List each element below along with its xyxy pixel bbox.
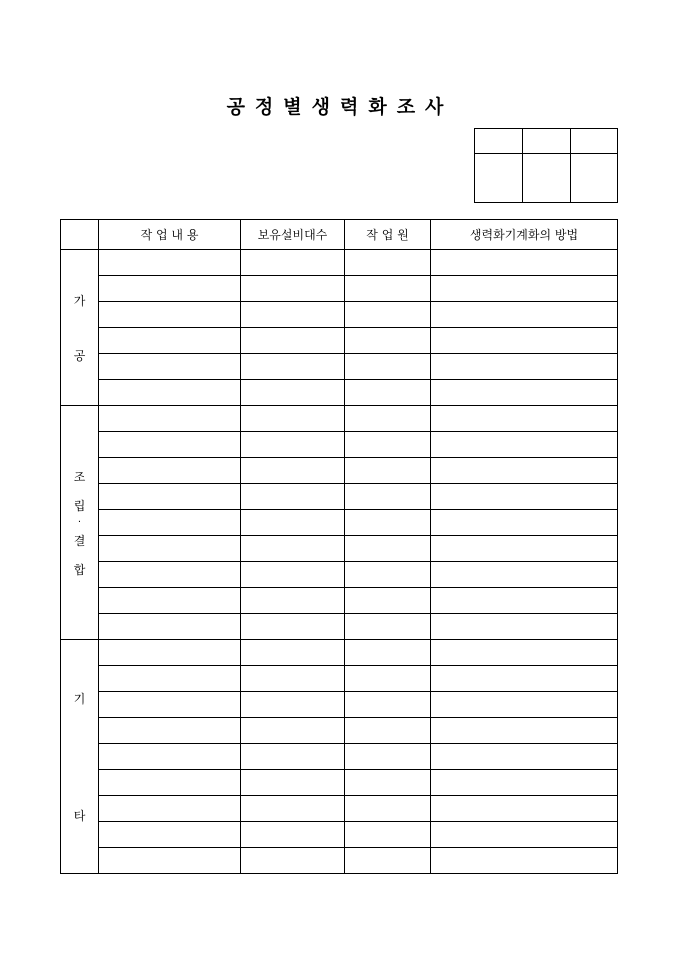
cell-work-content[interactable] xyxy=(99,276,241,302)
cell-equipment-count[interactable] xyxy=(241,692,345,718)
cell-equipment-count[interactable] xyxy=(241,484,345,510)
cell-work-content[interactable] xyxy=(99,328,241,354)
cell-method[interactable] xyxy=(431,432,618,458)
cell-equipment-count[interactable] xyxy=(241,588,345,614)
category-char: 합 xyxy=(73,562,86,577)
cell-work-content[interactable] xyxy=(99,484,241,510)
cell-workers[interactable] xyxy=(345,562,431,588)
cell-method[interactable] xyxy=(431,692,618,718)
cell-work-content[interactable] xyxy=(99,770,241,796)
cell-workers[interactable] xyxy=(345,614,431,640)
cell-equipment-count[interactable] xyxy=(241,328,345,354)
approval-sign-cell[interactable] xyxy=(475,154,523,203)
cell-method[interactable] xyxy=(431,562,618,588)
cell-method[interactable] xyxy=(431,718,618,744)
approval-header-cell[interactable] xyxy=(571,129,618,154)
cell-method[interactable] xyxy=(431,458,618,484)
table-row xyxy=(61,744,618,770)
table-row xyxy=(61,562,618,588)
cell-equipment-count[interactable] xyxy=(241,380,345,406)
cell-equipment-count[interactable] xyxy=(241,432,345,458)
cell-method[interactable] xyxy=(431,484,618,510)
cell-work-content[interactable] xyxy=(99,796,241,822)
cell-method[interactable] xyxy=(431,770,618,796)
table-row xyxy=(61,666,618,692)
cell-equipment-count[interactable] xyxy=(241,718,345,744)
cell-method[interactable] xyxy=(431,588,618,614)
cell-workers[interactable] xyxy=(345,328,431,354)
table-row xyxy=(61,380,618,406)
cell-workers[interactable] xyxy=(345,406,431,432)
cell-method[interactable] xyxy=(431,640,618,666)
table-row xyxy=(61,276,618,302)
category-char: 기 xyxy=(73,691,86,706)
cell-method[interactable] xyxy=(431,250,618,276)
cell-method[interactable] xyxy=(431,276,618,302)
cell-work-content[interactable] xyxy=(99,744,241,770)
category-other xyxy=(61,640,99,874)
cell-workers[interactable] xyxy=(345,666,431,692)
header-blank xyxy=(61,220,99,250)
table-row xyxy=(61,718,618,744)
header-workers: 작 업 원 xyxy=(345,220,431,250)
cell-workers[interactable] xyxy=(345,458,431,484)
cell-workers[interactable] xyxy=(345,744,431,770)
cell-workers[interactable] xyxy=(345,588,431,614)
cell-workers[interactable] xyxy=(345,718,431,744)
table-row xyxy=(61,432,618,458)
table-row xyxy=(61,406,618,432)
table-row xyxy=(61,848,618,874)
cell-method[interactable] xyxy=(431,406,618,432)
cell-method[interactable] xyxy=(431,822,618,848)
category-assembly xyxy=(61,406,99,640)
table-row xyxy=(61,458,618,484)
category-processing xyxy=(61,250,99,406)
approval-sign-cell[interactable] xyxy=(523,154,571,203)
cell-work-content[interactable] xyxy=(99,848,241,874)
table-row xyxy=(61,328,618,354)
table-row xyxy=(61,692,618,718)
cell-equipment-count[interactable] xyxy=(241,822,345,848)
category-char: 공 xyxy=(73,348,86,363)
cell-work-content[interactable] xyxy=(99,380,241,406)
cell-work-content[interactable] xyxy=(99,588,241,614)
approval-sign-cell[interactable] xyxy=(571,154,618,203)
cell-method[interactable] xyxy=(431,380,618,406)
table-header-row xyxy=(61,220,618,250)
cell-method[interactable] xyxy=(431,744,618,770)
cell-equipment-count[interactable] xyxy=(241,640,345,666)
cell-method[interactable] xyxy=(431,614,618,640)
cell-work-content[interactable] xyxy=(99,822,241,848)
cell-workers[interactable] xyxy=(345,822,431,848)
cell-equipment-count[interactable] xyxy=(241,302,345,328)
cell-equipment-count[interactable] xyxy=(241,796,345,822)
approval-header-cell[interactable] xyxy=(475,129,523,154)
cell-method[interactable] xyxy=(431,510,618,536)
cell-work-content[interactable] xyxy=(99,250,241,276)
cell-workers[interactable] xyxy=(345,536,431,562)
cell-equipment-count[interactable] xyxy=(241,276,345,302)
header-equipment-count: 보유설비대수 xyxy=(241,220,345,250)
approval-box xyxy=(474,128,618,203)
category-char: 타 xyxy=(73,808,86,823)
table-row xyxy=(61,640,618,666)
cell-method[interactable] xyxy=(431,328,618,354)
table-row xyxy=(61,770,618,796)
cell-equipment-count[interactable] xyxy=(241,458,345,484)
cell-equipment-count[interactable] xyxy=(241,406,345,432)
cell-method[interactable] xyxy=(431,796,618,822)
cell-method[interactable] xyxy=(431,848,618,874)
cell-work-content[interactable] xyxy=(99,510,241,536)
cell-method[interactable] xyxy=(431,536,618,562)
cell-workers[interactable] xyxy=(345,250,431,276)
table-row xyxy=(61,302,618,328)
cell-work-content[interactable] xyxy=(99,432,241,458)
cell-equipment-count[interactable] xyxy=(241,536,345,562)
cell-workers[interactable] xyxy=(345,640,431,666)
cell-work-content[interactable] xyxy=(99,406,241,432)
category-char: 결 xyxy=(73,533,86,548)
cell-workers[interactable] xyxy=(345,276,431,302)
cell-workers[interactable] xyxy=(345,510,431,536)
table-row xyxy=(61,536,618,562)
cell-work-content[interactable] xyxy=(99,562,241,588)
table-row xyxy=(61,250,618,276)
cell-equipment-count[interactable] xyxy=(241,744,345,770)
survey-table xyxy=(60,219,618,874)
cell-work-content[interactable] xyxy=(99,302,241,328)
cell-workers[interactable] xyxy=(345,770,431,796)
cell-method[interactable] xyxy=(431,666,618,692)
cell-work-content[interactable] xyxy=(99,458,241,484)
cell-work-content[interactable] xyxy=(99,640,241,666)
cell-workers[interactable] xyxy=(345,796,431,822)
cell-work-content[interactable] xyxy=(99,718,241,744)
cell-work-content[interactable] xyxy=(99,666,241,692)
cell-equipment-count[interactable] xyxy=(241,848,345,874)
category-separator: · xyxy=(77,516,82,528)
header-work-content: 작 업 내 용 xyxy=(99,220,241,250)
cell-equipment-count[interactable] xyxy=(241,250,345,276)
cell-workers[interactable] xyxy=(345,848,431,874)
cell-equipment-count[interactable] xyxy=(241,666,345,692)
cell-work-content[interactable] xyxy=(99,354,241,380)
cell-work-content[interactable] xyxy=(99,536,241,562)
cell-equipment-count[interactable] xyxy=(241,562,345,588)
table-row xyxy=(61,510,618,536)
cell-work-content[interactable] xyxy=(99,692,241,718)
cell-workers[interactable] xyxy=(345,692,431,718)
table-row xyxy=(61,354,618,380)
cell-workers[interactable] xyxy=(345,354,431,380)
category-char: 조 xyxy=(73,469,86,484)
cell-workers[interactable] xyxy=(345,432,431,458)
cell-workers[interactable] xyxy=(345,302,431,328)
cell-equipment-count[interactable] xyxy=(241,614,345,640)
cell-work-content[interactable] xyxy=(99,614,241,640)
cell-equipment-count[interactable] xyxy=(241,510,345,536)
table-row xyxy=(61,588,618,614)
table-row xyxy=(61,614,618,640)
page-title: 공정별생력화조사 xyxy=(226,96,454,118)
table-row xyxy=(61,796,618,822)
table-row xyxy=(61,822,618,848)
cell-workers[interactable] xyxy=(345,380,431,406)
cell-equipment-count[interactable] xyxy=(241,770,345,796)
cell-method[interactable] xyxy=(431,354,618,380)
category-char: 가 xyxy=(73,293,86,308)
cell-method[interactable] xyxy=(431,302,618,328)
header-method: 생력화기계화의 방법 xyxy=(431,220,618,250)
category-char: 립 xyxy=(73,498,86,513)
cell-equipment-count[interactable] xyxy=(241,354,345,380)
cell-workers[interactable] xyxy=(345,484,431,510)
table-row xyxy=(61,484,618,510)
approval-header-cell[interactable] xyxy=(523,129,571,154)
